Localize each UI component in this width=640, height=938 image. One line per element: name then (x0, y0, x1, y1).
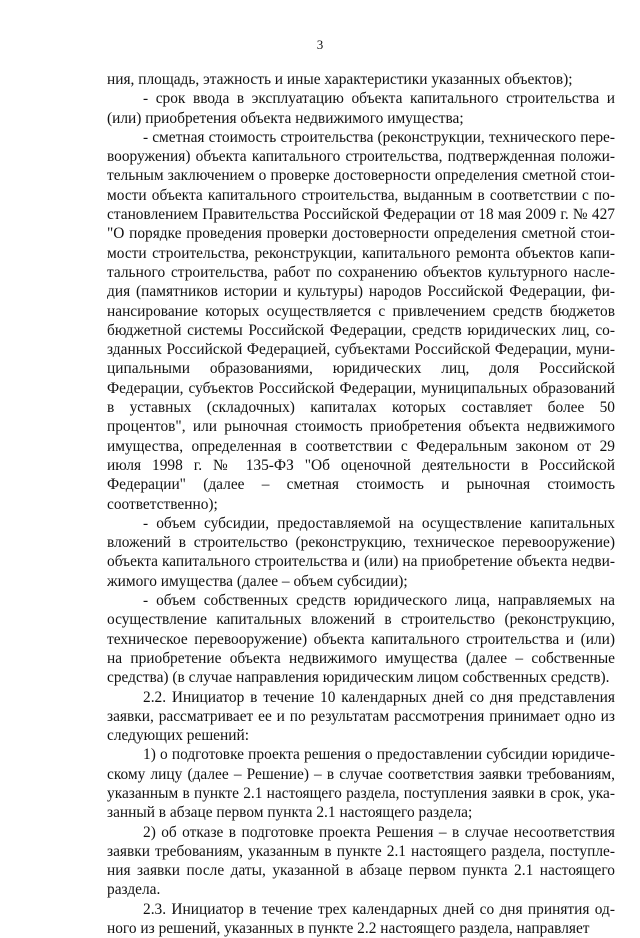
paragraph-decision-2: 2) об отказе в подготовке проекта Решения – в случае несоответствия заявки требованиям, указанным в пункте 2.1 настоящего раздела, поступления заявки после даты, указанной в абзаце первом пункта 2.1 настоящего раздела. (107, 823, 615, 899)
paragraph-2-2: 2.2. Инициатор в течение 10 календарных дней со дня представления заявки, рассматривает ее и по результатам рассмотрения принимает одно из следующих решений: (107, 688, 615, 745)
paragraph-continuation: ния, площадь, этажность и иные характеристики указанных объектов); (107, 71, 573, 88)
paragraph-commissioning-date: - срок ввода в эксплуатацию объекта капитального строительства и (или) приобретения объекта недвижимого имущества; (107, 90, 615, 127)
paragraph-decision-1: 1) о подготовке проекта решения о предоставлении субсидии юридическому лицу (далее – Решение) – в случае соответствия заявки требованиям, указанным в пункте 2.1 настоящего раздела, поступления заявки в срок, указанный в абзаце первом пункта 2.1 настоящего раздела; (107, 746, 615, 822)
paragraph-2-3: 2.3. Инициатор в течение трех календарных дней со дня принятия одного из решений, указанных в пункте 2.2 настоящего раздела, направляет (107, 900, 615, 938)
paragraph-own-funds: - объем собственных средств юридического лица, направляемых на осуществление капитальных вложений в строительство (реконструкцию, техническое перевооружение) объекта капитального строительства и (или) на приобретение объекта недвижимого имущества (далее – собственные средства) (в случае направления юридическим лицом собственных средств). (107, 592, 615, 687)
paragraph-subsidy-volume: - объем субсидии, предоставляемой на осуществление капитальных вложений в строительство (реконструкцию, техническое перевооружение) объекта капитального строительства и (или) на приобретение объекта недвижимого имущества (далее – объем субсидии); (107, 514, 615, 590)
page-number: 3 (316, 37, 324, 52)
document-body (107, 70, 615, 938)
paragraph-estimated-cost: - сметная стоимость строительства (реконструкции, технического перевооружения) объекта капитального строительства, подтвержденная положительным заключением о проверке достоверности определения сметной стоимости объекта капитального строительства, выданным в соответствии с постановлением Правительства Российской Федерации от 18 мая 2009 г. № 427 "О порядке проведения проверки достоверности определения сметной стоимости строительства, реконструкции, капитального ремонта объектов капитального строительства, работ по сохранению объектов культурного наследия (памятников истории и культуры) народов Российской Федерации, финансирование которых осуществляется с привлечением средств бюджетов бюджетной системы Российской Федерации, средств юридических лиц, созданных Российской Федерацией, субъектами Российской Федерации, муниципальными образованиями, юридических лиц, доля Российской Федерации, субъектов Российской Федерации, муниципальных образований в уставных (складочных) капиталах которых составляет более 50 процентов", или рыночная стоимость приобретения объекта недвижимого имущества, определенная в соответствии с Федеральным законом от 29 июля 1998 г. № 135-ФЗ "Об оценочной деятельности в Российской Федерации" (далее – сметная стоимость и рыночная стоимость соответственно); (107, 128, 615, 513)
